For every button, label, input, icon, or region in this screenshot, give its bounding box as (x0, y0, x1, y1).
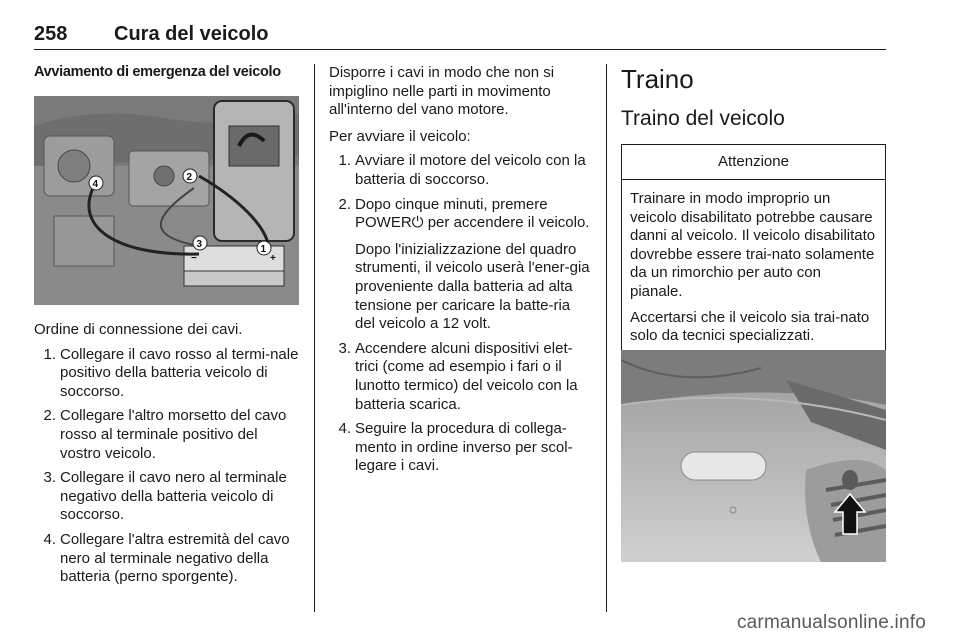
column-towing (621, 64, 886, 357)
warning-text: Accertarsi che il veicolo sia trai-nato solo da tecnici specializzati. (630, 308, 870, 345)
page-number: 258 (34, 23, 68, 45)
list-item: 4. Seguire la procedura di collega-mento in ordine inverso per scol-legare i cavi. (338, 420, 573, 475)
engine-bay-figure (34, 96, 299, 305)
callout-1: 1 (260, 244, 267, 255)
jump-start-heading: Avviamento di emergenza del veicolo (34, 64, 281, 80)
cable-routing-text: Disporre i cavi in modo che non si impiglino nelle parti in movimento all'interno del vano motore. (329, 64, 555, 119)
list-item: 2. Collegare l'altro morsetto del cavo rosso al terminale positivo del vostro veicolo. (43, 407, 287, 462)
callout-4: 4 (92, 179, 99, 190)
list-item: 1. Collegare il cavo rosso al termi-nale positivo della batteria veicolo di soccorso. (43, 345, 299, 400)
towing-heading: Traino (621, 64, 694, 94)
towing-subheading: Traino del veicolo (621, 107, 785, 130)
column-divider (606, 64, 607, 612)
callout-3: 3 (196, 239, 203, 250)
list-item: 3. Accendere alcuni dispositivi elet-trici (come ad esempio i fari o il lunotto termico) del veicolo con la batteria scarica. (338, 339, 578, 413)
list-item: 1. Avviare il motore del veicolo con la batteria di soccorso. (338, 152, 586, 188)
list-item: 4. Collegare l'altra estremità del cavo nero al terminale negativo della batteria (perno sporgente). (43, 530, 290, 586)
warning-box (621, 144, 886, 357)
callout-2: 2 (186, 172, 193, 183)
list-item: 3. Collegare il cavo nero al terminale negativo della batteria veicolo di soccorso. (43, 469, 287, 524)
power-icon: ⏻ (411, 214, 424, 232)
power-label: POWER (355, 214, 412, 232)
connection-steps (34, 346, 299, 587)
warning-text: Trainare in modo improprio un veicolo disabilitato potrebbe causare danni al veicolo. Il veicolo disabilitato dovrebbe essere trai-nato solamente da un rimorchio per auto con pianale. (630, 190, 876, 300)
svg-text:−: − (191, 253, 197, 264)
site-watermark: carmanualsonline.info (736, 612, 926, 633)
svg-text:+: + (270, 253, 276, 264)
list-item: 2. Dopo cinque minuti, premere POWER⏻ per accendere il veicolo. Dopo l'inizializzazione del quadro strumenti, il veicolo userà l'ener-gia proveniente dalla batteria ad alta tensione per caricare la batte-ria del veicolo a 12 volt. (338, 195, 590, 333)
front-bumper-figure (621, 350, 886, 562)
column-start-procedure (329, 64, 591, 476)
connection-order-intro: Ordine di connessione dei cavi. (34, 321, 243, 338)
section-title: Cura del veicolo (114, 23, 269, 45)
warning-title: Attenzione (622, 145, 885, 180)
start-intro: Per avviare il veicolo: (329, 127, 471, 145)
step-note: Dopo l'inizializzazione del quadro strumenti, il veicolo userà l'ener-gia proveniente dalla batteria ad alta tensione per caricare la batte-ria del veicolo a 12 volt. (355, 240, 590, 333)
start-steps (329, 152, 591, 476)
page-header (34, 20, 886, 50)
column-divider (314, 64, 315, 612)
